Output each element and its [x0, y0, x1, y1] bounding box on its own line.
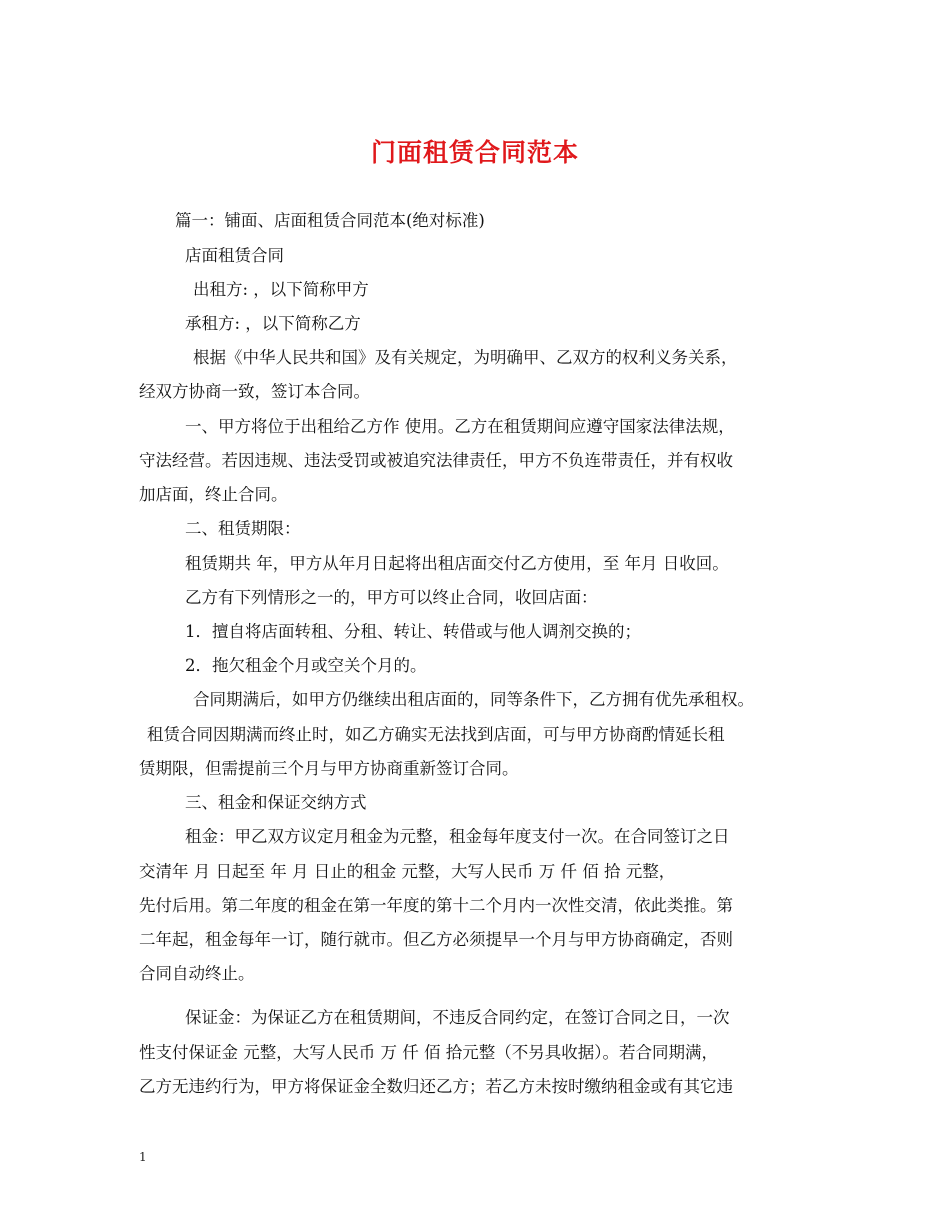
paragraph-line: 租赁合同因期满而终止时，如乙方确实无法找到店面，可与甲方协商酌情延长租: [147, 725, 725, 744]
lessor-line: 出租方: ，以下简称甲方: [193, 280, 369, 299]
paragraph-line: 保证金：为保证乙方在租赁期间，不违反合同约定，在签订合同之日，一次: [185, 1008, 730, 1027]
page-number: 1: [139, 1150, 147, 1164]
paragraph-line: 经双方协商一致，签订本合同。: [139, 382, 370, 401]
list-item: 2．拖欠租金个月或空关个月的。: [185, 656, 427, 675]
paragraph-line: 根据《中华人民共和国》及有关规定，为明确甲、乙双方的权利义务关系，: [193, 348, 738, 367]
paragraph-line: 守法经营。若因违规、违法受罚或被追究法律责任，甲方不负连带责任，并有权收: [139, 451, 733, 470]
paragraph-line: 二年起，租金每年一订，随行就市。但乙方必须提早一个月与甲方协商确定，否则: [139, 930, 733, 949]
paragraph-line: 性支付保证金 元整，大写人民币 万 仟 佰 拾元整（不另具收据）。若合同期满，: [139, 1043, 718, 1062]
section-heading-part-one: 篇一：铺面、店面租赁合同范本(绝对标准): [175, 211, 485, 230]
paragraph-line: 加店面，终止合同。: [139, 485, 288, 504]
paragraph-line: 合同自动终止。: [139, 964, 255, 983]
paragraph-line: 租金：甲乙双方议定月租金为元整，租金每年度支付一次。在合同签订之日: [185, 827, 730, 846]
list-item: 1．擅自将店面转租、分租、转让、转借或与他人调剂交换的；: [185, 622, 641, 641]
paragraph-line: 一、甲方将位于出租给乙方作 使用。乙方在租赁期间应遵守国家法律法规，: [185, 417, 735, 436]
section-heading-lease-term: 二、租赁期限：: [185, 519, 301, 538]
paragraph-line: 乙方有下列情形之一的，甲方可以终止合同，收回店面：: [185, 588, 598, 607]
paragraph-line: 租赁期共 年，甲方从年月日起将出租店面交付乙方使用，至 年月 日收回。: [185, 554, 729, 573]
section-heading-rent-deposit: 三、租金和保证交纳方式: [185, 793, 367, 812]
paragraph-line: 乙方无违约行为，甲方将保证金全数归还乙方；若乙方未按时缴纳租金或有其它违: [139, 1077, 733, 1096]
paragraph-line: 合同期满后，如甲方仍继续出租店面的，同等条件下，乙方拥有优先承租权。: [193, 690, 754, 709]
paragraph-line: 赁期限，但需提前三个月与甲方协商重新签订合同。: [139, 759, 519, 778]
lessee-line: 承租方: ，以下简称乙方: [185, 314, 361, 333]
paragraph-line: 交清年 月 日起至 年 月 日止的租金 元整，大写人民币 万 仟 佰 拾 元整，: [139, 862, 676, 881]
contract-name: 店面租赁合同: [185, 246, 284, 265]
paragraph-line: 先付后用。第二年度的租金在第一年度的第十二个月内一次性交清，依此类推。第: [139, 896, 733, 915]
document-title: 门面租赁合同范本: [370, 138, 579, 167]
